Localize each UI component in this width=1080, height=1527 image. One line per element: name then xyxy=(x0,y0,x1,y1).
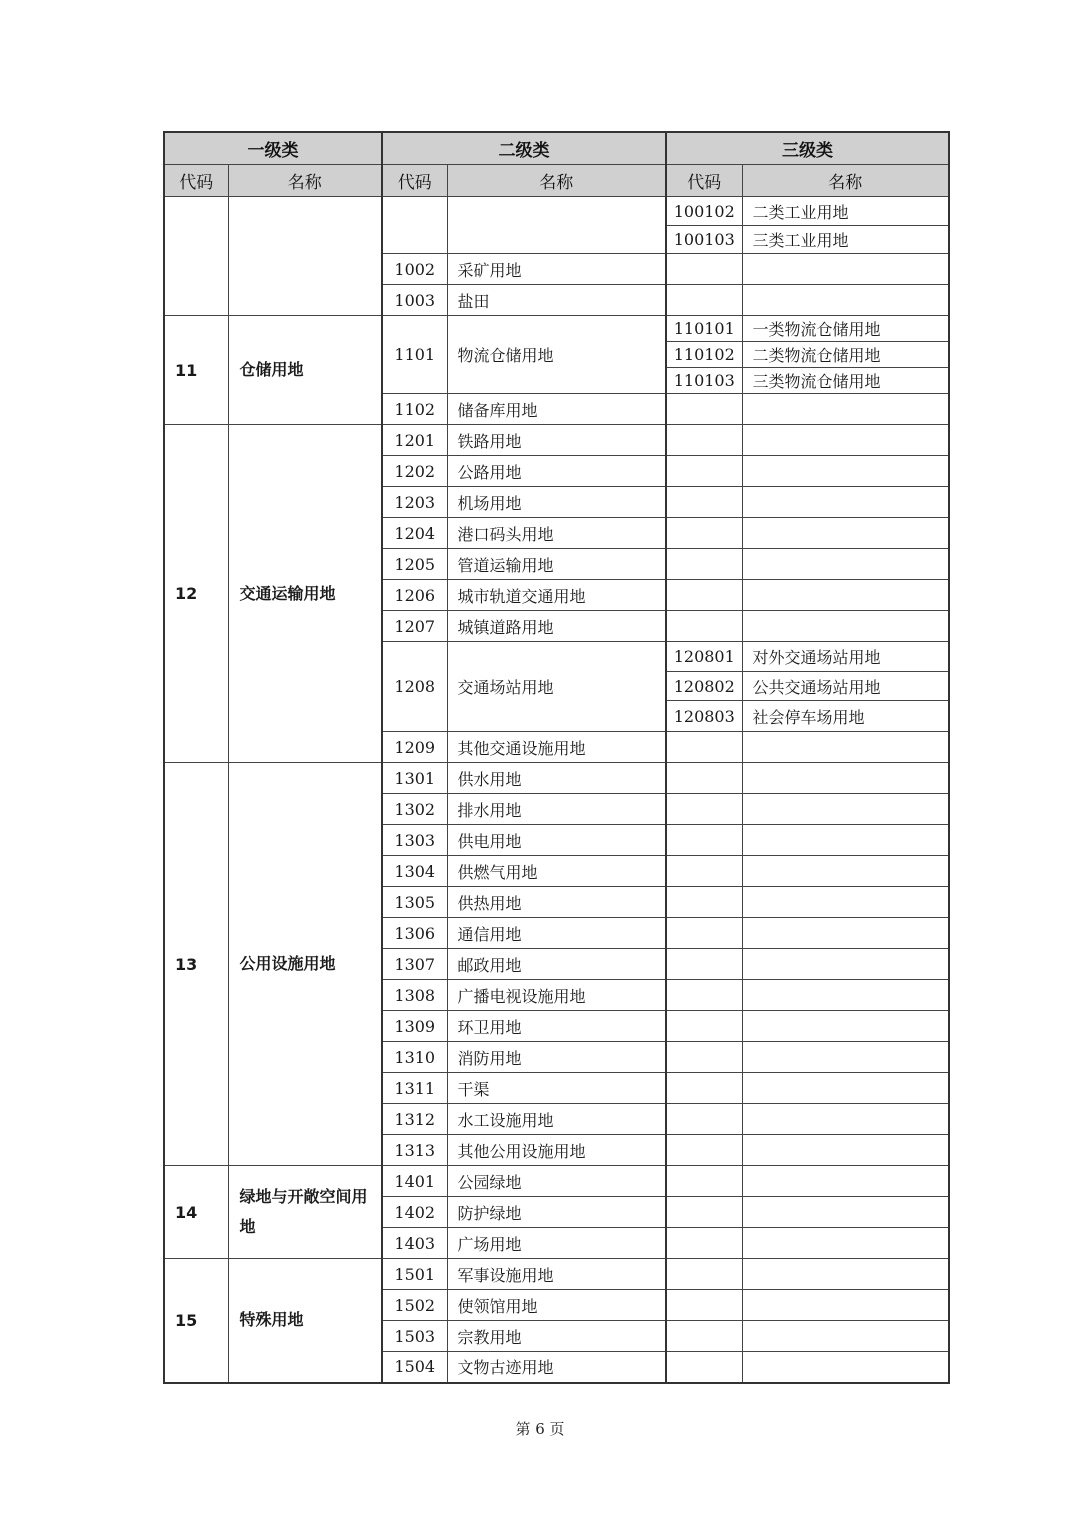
table-body xyxy=(164,197,949,1383)
level3-code-cell: 120803 xyxy=(666,701,742,732)
level2-code-cell: 1002 xyxy=(382,254,447,285)
level3-name-cell: 二类工业用地 xyxy=(742,197,949,226)
level3-name-cell-empty xyxy=(742,1259,949,1290)
level3-name-cell: 公共交通场站用地 xyxy=(742,672,949,701)
level2-name-cell: 排水用地 xyxy=(447,794,666,825)
level2-name-cell: 供热用地 xyxy=(447,887,666,918)
level3-code-cell: 110102 xyxy=(666,342,742,368)
level3-name-cell-empty xyxy=(742,980,949,1011)
level2-code-cell: 1101 xyxy=(382,316,447,394)
level2-name-cell: 通信用地 xyxy=(447,918,666,949)
level2-code-cell: 1205 xyxy=(382,549,447,580)
header-l1-name: 名称 xyxy=(228,165,382,197)
level3-name-cell-empty xyxy=(742,887,949,918)
level2-name-cell: 铁路用地 xyxy=(447,425,666,456)
level2-name-cell: 广场用地 xyxy=(447,1228,666,1259)
level3-code-cell-empty xyxy=(666,487,742,518)
level3-name-cell-empty xyxy=(742,763,949,794)
level3-name-cell-empty xyxy=(742,425,949,456)
level3-code-cell-empty xyxy=(666,1042,742,1073)
level3-name-cell-empty xyxy=(742,1135,949,1166)
header-l2-code: 代码 xyxy=(382,165,447,197)
level2-name-cell: 物流仓储用地 xyxy=(447,316,666,394)
level2-name-cell: 盐田 xyxy=(447,285,666,316)
level3-name-cell: 一类物流仓储用地 xyxy=(742,316,949,342)
level3-name-cell-empty xyxy=(742,949,949,980)
level3-name-cell-empty xyxy=(742,611,949,642)
level3-code-cell: 100103 xyxy=(666,226,742,254)
level2-code-cell: 1402 xyxy=(382,1197,447,1228)
level3-code-cell-empty xyxy=(666,580,742,611)
level2-code-cell: 1311 xyxy=(382,1073,447,1104)
header-l3-name: 名称 xyxy=(742,165,949,197)
level3-code-cell-empty xyxy=(666,763,742,794)
level3-code-cell: 110103 xyxy=(666,368,742,394)
level3-name-cell-empty xyxy=(742,1228,949,1259)
level3-code-cell-empty xyxy=(666,1290,742,1321)
level3-code-cell-empty xyxy=(666,611,742,642)
level3-code-cell-empty xyxy=(666,825,742,856)
level2-code-cell: 1504 xyxy=(382,1352,447,1383)
level3-code-cell-empty xyxy=(666,518,742,549)
level2-name-cell: 消防用地 xyxy=(447,1042,666,1073)
level2-name-cell: 交通场站用地 xyxy=(447,642,666,732)
level2-name-cell: 干渠 xyxy=(447,1073,666,1104)
level3-name-cell-empty xyxy=(742,1073,949,1104)
level3-name-cell-empty xyxy=(742,918,949,949)
level2-name-cell: 公园绿地 xyxy=(447,1166,666,1197)
level2-code-cell: 1305 xyxy=(382,887,447,918)
level3-code-cell-empty xyxy=(666,1228,742,1259)
level2-name-cell: 使领馆用地 xyxy=(447,1290,666,1321)
level3-code-cell-empty xyxy=(666,1104,742,1135)
header-level1: 一级类 xyxy=(164,132,382,165)
level1-code-cell: 15 xyxy=(164,1259,228,1383)
level2-name-cell: 采矿用地 xyxy=(447,254,666,285)
level2-name-cell: 公路用地 xyxy=(447,456,666,487)
level3-code-cell: 120802 xyxy=(666,672,742,701)
level3-name-cell-empty xyxy=(742,487,949,518)
level1-name-cell: 仓储用地 xyxy=(228,316,382,425)
level2-name-cell: 军事设施用地 xyxy=(447,1259,666,1290)
level2-name-cell: 宗教用地 xyxy=(447,1321,666,1352)
level3-code-cell-empty xyxy=(666,394,742,425)
level3-name-cell-empty xyxy=(742,285,949,316)
level2-code-cell: 1003 xyxy=(382,285,447,316)
level3-name-cell-empty xyxy=(742,1321,949,1352)
level2-name-cell: 广播电视设施用地 xyxy=(447,980,666,1011)
level2-code-cell: 1102 xyxy=(382,394,447,425)
level3-code-cell-empty xyxy=(666,456,742,487)
header-l1-code: 代码 xyxy=(164,165,228,197)
level2-name-cell: 机场用地 xyxy=(447,487,666,518)
level3-name-cell-empty xyxy=(742,1166,949,1197)
level2-name-cell: 水工设施用地 xyxy=(447,1104,666,1135)
level3-name-cell: 二类物流仓储用地 xyxy=(742,342,949,368)
level2-name-cell: 防护绿地 xyxy=(447,1197,666,1228)
level1-code-cell xyxy=(164,197,228,316)
level3-code-cell-empty xyxy=(666,887,742,918)
header-l2-name: 名称 xyxy=(447,165,666,197)
level3-code-cell-empty xyxy=(666,1073,742,1104)
level3-code-cell: 110101 xyxy=(666,316,742,342)
level3-name-cell-empty xyxy=(742,794,949,825)
level3-name-cell-empty xyxy=(742,825,949,856)
land-classification-table xyxy=(163,131,950,1384)
header-row-levels xyxy=(164,132,949,165)
level2-code-cell: 1209 xyxy=(382,732,447,763)
level3-name-cell: 三类物流仓储用地 xyxy=(742,368,949,394)
level1-name-cell xyxy=(228,197,382,316)
level1-name-cell: 交通运输用地 xyxy=(228,425,382,763)
level3-name-cell-empty xyxy=(742,1290,949,1321)
level2-name-cell: 邮政用地 xyxy=(447,949,666,980)
header-row-columns xyxy=(164,165,949,197)
level1-code-cell: 11 xyxy=(164,316,228,425)
level2-code-cell: 1308 xyxy=(382,980,447,1011)
table-row xyxy=(164,1166,949,1197)
page-number: 第 6 页 xyxy=(515,1420,565,1438)
level3-code-cell-empty xyxy=(666,1259,742,1290)
level2-code-cell: 1310 xyxy=(382,1042,447,1073)
level3-name-cell-empty xyxy=(742,856,949,887)
level1-code-cell: 14 xyxy=(164,1166,228,1259)
level3-code-cell: 120801 xyxy=(666,642,742,672)
level2-code-cell: 1312 xyxy=(382,1104,447,1135)
level3-code-cell-empty xyxy=(666,918,742,949)
level2-name-cell xyxy=(447,197,666,254)
level2-name-cell: 供燃气用地 xyxy=(447,856,666,887)
level3-code-cell-empty xyxy=(666,425,742,456)
table-row xyxy=(164,197,949,226)
level2-code-cell: 1302 xyxy=(382,794,447,825)
level3-name-cell-empty xyxy=(742,394,949,425)
level3-name-cell-empty xyxy=(742,1197,949,1228)
level2-name-cell: 储备库用地 xyxy=(447,394,666,425)
level2-code-cell: 1307 xyxy=(382,949,447,980)
level3-code-cell-empty xyxy=(666,1197,742,1228)
level3-name-cell-empty xyxy=(742,254,949,285)
level2-code-cell xyxy=(382,197,447,254)
level2-code-cell: 1204 xyxy=(382,518,447,549)
level2-code-cell: 1203 xyxy=(382,487,447,518)
level2-name-cell: 供电用地 xyxy=(447,825,666,856)
level3-name-cell-empty xyxy=(742,732,949,763)
level3-code-cell: 100102 xyxy=(666,197,742,226)
level3-name-cell: 社会停车场用地 xyxy=(742,701,949,732)
header-level3: 三级类 xyxy=(666,132,949,165)
level3-code-cell-empty xyxy=(666,732,742,763)
level2-code-cell: 1502 xyxy=(382,1290,447,1321)
level2-name-cell: 城镇道路用地 xyxy=(447,611,666,642)
level2-code-cell: 1501 xyxy=(382,1259,447,1290)
level3-code-cell-empty xyxy=(666,285,742,316)
level2-code-cell: 1207 xyxy=(382,611,447,642)
level2-name-cell: 城市轨道交通用地 xyxy=(447,580,666,611)
level3-code-cell-empty xyxy=(666,1321,742,1352)
level2-code-cell: 1301 xyxy=(382,763,447,794)
level2-code-cell: 1306 xyxy=(382,918,447,949)
level3-code-cell-empty xyxy=(666,949,742,980)
table-row xyxy=(164,1259,949,1290)
level1-name-cell: 绿地与开敞空间用地 xyxy=(228,1166,382,1259)
level1-name-cell: 公用设施用地 xyxy=(228,763,382,1166)
table-row xyxy=(164,763,949,794)
level3-code-cell-empty xyxy=(666,1166,742,1197)
level2-code-cell: 1503 xyxy=(382,1321,447,1352)
level3-code-cell-empty xyxy=(666,794,742,825)
level3-code-cell-empty xyxy=(666,254,742,285)
level2-code-cell: 1202 xyxy=(382,456,447,487)
level2-code-cell: 1208 xyxy=(382,642,447,732)
header-level2: 二级类 xyxy=(382,132,666,165)
level3-name-cell: 对外交通场站用地 xyxy=(742,642,949,672)
level2-code-cell: 1303 xyxy=(382,825,447,856)
level3-name-cell-empty xyxy=(742,518,949,549)
level1-code-cell: 12 xyxy=(164,425,228,763)
level3-name-cell-empty xyxy=(742,549,949,580)
level3-name-cell-empty xyxy=(742,456,949,487)
level2-name-cell: 文物古迹用地 xyxy=(447,1352,666,1383)
level2-name-cell: 环卫用地 xyxy=(447,1011,666,1042)
level2-code-cell: 1304 xyxy=(382,856,447,887)
level3-code-cell-empty xyxy=(666,1135,742,1166)
level3-code-cell-empty xyxy=(666,549,742,580)
level3-code-cell-empty xyxy=(666,1011,742,1042)
level3-code-cell-empty xyxy=(666,856,742,887)
level2-code-cell: 1309 xyxy=(382,1011,447,1042)
level2-code-cell: 1201 xyxy=(382,425,447,456)
level2-name-cell: 其他公用设施用地 xyxy=(447,1135,666,1166)
level1-name-cell: 特殊用地 xyxy=(228,1259,382,1383)
level3-name-cell-empty xyxy=(742,1011,949,1042)
level1-code-cell: 13 xyxy=(164,763,228,1166)
level3-code-cell-empty xyxy=(666,980,742,1011)
level2-code-cell: 1403 xyxy=(382,1228,447,1259)
header-l3-code: 代码 xyxy=(666,165,742,197)
level2-name-cell: 供水用地 xyxy=(447,763,666,794)
level2-code-cell: 1401 xyxy=(382,1166,447,1197)
level2-name-cell: 港口码头用地 xyxy=(447,518,666,549)
table-row xyxy=(164,425,949,456)
level3-name-cell-empty xyxy=(742,580,949,611)
level3-name-cell-empty xyxy=(742,1042,949,1073)
level2-code-cell: 1313 xyxy=(382,1135,447,1166)
level2-name-cell: 其他交通设施用地 xyxy=(447,732,666,763)
table-row xyxy=(164,316,949,342)
level3-name-cell-empty xyxy=(742,1352,949,1383)
level3-code-cell-empty xyxy=(666,1352,742,1383)
level2-code-cell: 1206 xyxy=(382,580,447,611)
level2-name-cell: 管道运输用地 xyxy=(447,549,666,580)
level3-name-cell-empty xyxy=(742,1104,949,1135)
level3-name-cell: 三类工业用地 xyxy=(742,226,949,254)
